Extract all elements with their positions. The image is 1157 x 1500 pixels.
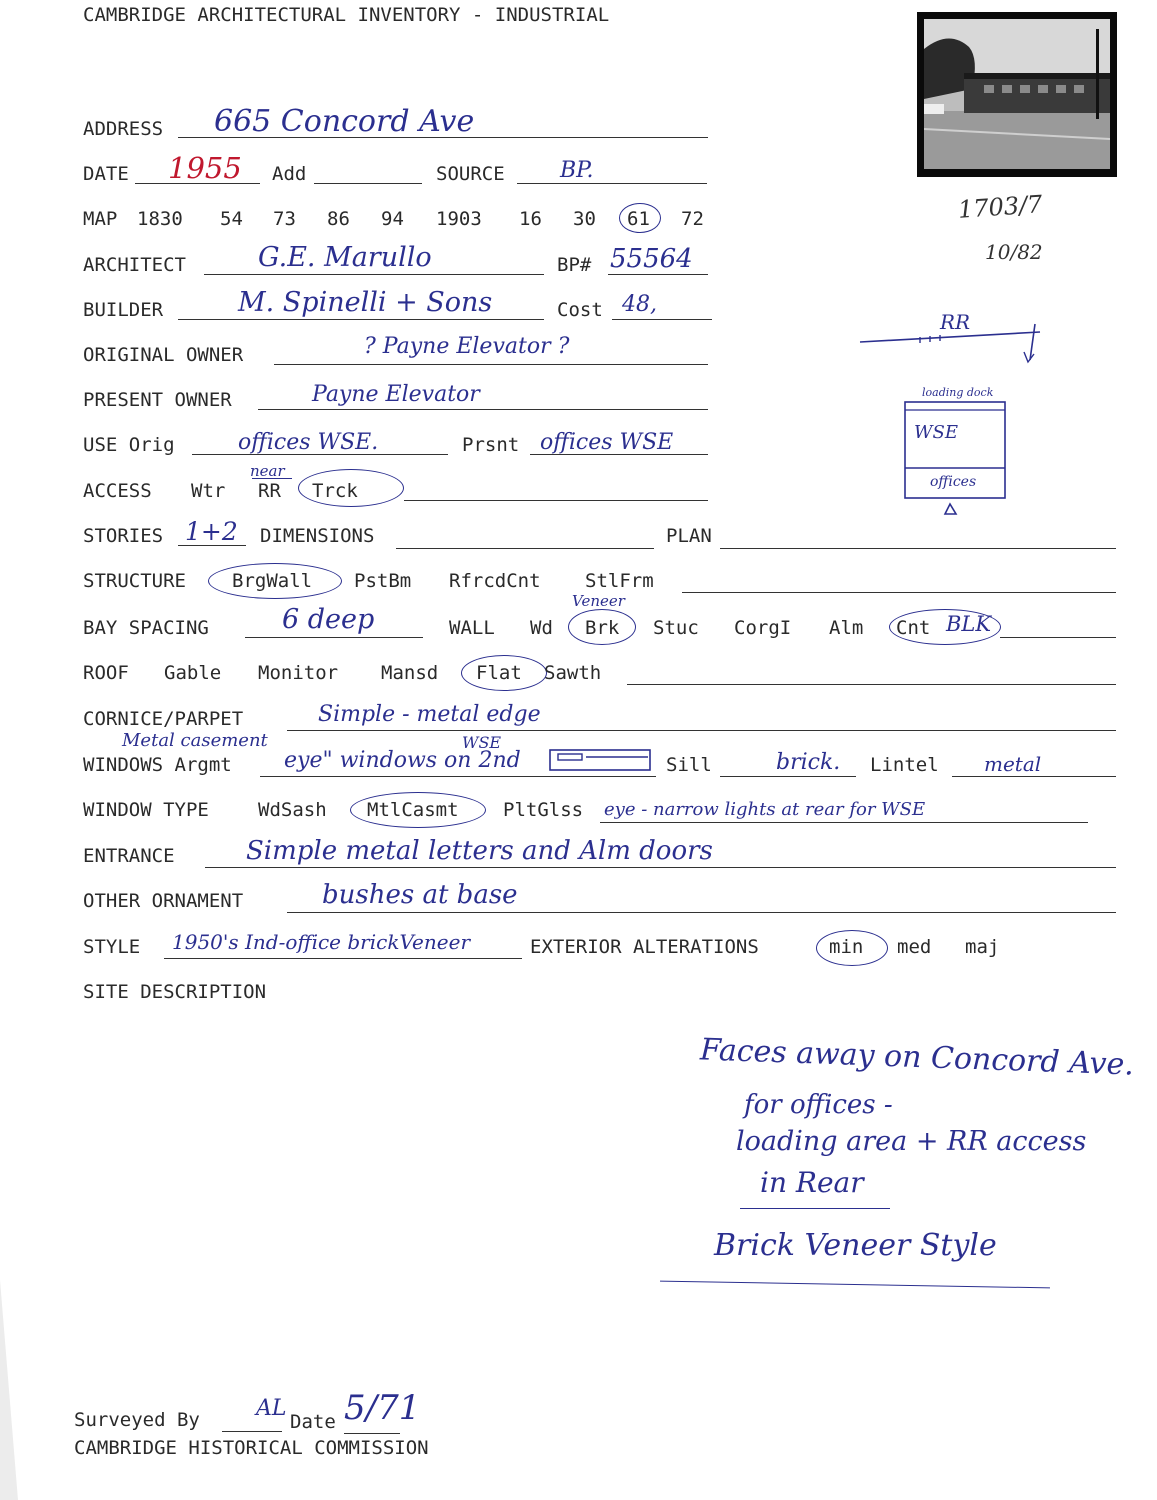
map-year: 94: [381, 208, 404, 230]
stories-label: STORIES: [83, 525, 164, 547]
site-note-underline: [740, 1208, 890, 1209]
plan-label: PLAN: [666, 525, 712, 547]
present-owner-value: Payne Elevator: [312, 382, 480, 407]
alteration-maj: maj: [965, 936, 1000, 958]
roof-flat-circle: [461, 655, 547, 691]
stories-value: 1+2: [185, 517, 238, 546]
lintel-line: [952, 776, 1116, 777]
bp-label: BP#: [557, 254, 592, 276]
source-value: BP.: [560, 158, 594, 183]
cornice-line: [287, 730, 1116, 731]
map-label: MAP: [83, 208, 118, 230]
wall-label: WALL: [449, 617, 495, 639]
map-year: 54: [220, 208, 243, 230]
photo-ref: 1703/7: [957, 190, 1044, 224]
other-ornament-label: OTHER ORNAMENT: [83, 890, 244, 912]
site-sketch: [850, 310, 1050, 520]
access-wtr: Wtr: [191, 480, 226, 502]
structure-brgwall: BrgWall: [232, 570, 313, 592]
structure-circle: [208, 563, 342, 599]
builder-label: BUILDER: [83, 299, 164, 321]
use-orig-label: USE Orig: [83, 434, 175, 456]
surveyed-by-label: Surveyed By: [74, 1409, 200, 1431]
wall-wd: Wd: [530, 617, 553, 639]
address-label: ADDRESS: [83, 118, 164, 140]
roof-sawth: Sawth: [544, 662, 602, 684]
bay-spacing-label: BAY SPACING: [83, 617, 209, 639]
structure-label: STRUCTURE: [83, 570, 186, 592]
wall-line: [1000, 637, 1116, 638]
add-line: [314, 183, 422, 184]
source-label: SOURCE: [436, 163, 505, 185]
survey-date-value: 5/71: [344, 1388, 421, 1428]
use-orig-value: offices WSE.: [238, 430, 379, 455]
builder-value: M. Spinelli + Sons: [238, 287, 493, 318]
bay-spacing-value: 6 deep: [282, 604, 375, 635]
original-owner-value: ? Payne Elevator ?: [364, 334, 570, 359]
architect-label: ARCHITECT: [83, 254, 186, 276]
map-year: 1830: [137, 208, 183, 230]
sill-label: Sill: [666, 754, 712, 776]
access-label: ACCESS: [83, 480, 152, 502]
window-type-label: WINDOW TYPE: [83, 799, 209, 821]
window-type-pltglss: PltGlss: [503, 799, 584, 821]
wall-brk: Brk: [585, 617, 620, 639]
sill-value: brick.: [776, 750, 841, 775]
form-title: CAMBRIDGE ARCHITECTURAL INVENTORY - INDUSTRIAL: [83, 4, 610, 26]
site-note: for offices -: [744, 1090, 893, 1120]
wall-note: Veneer: [572, 592, 625, 610]
alteration-med: med: [897, 936, 932, 958]
add-label: Add: [272, 163, 307, 185]
entrance-value: Simple metal letters and Alm doors: [246, 836, 713, 866]
wall-cnt-value: BLK: [946, 612, 992, 636]
wall-stuc: Stuc: [653, 617, 699, 639]
windows-note: Metal casement: [122, 730, 268, 751]
roof-flat: Flat: [476, 662, 522, 684]
wall-cnt-circle: [889, 609, 1001, 645]
map-year-circle: [619, 203, 661, 233]
structure-line: [682, 592, 1116, 593]
sketch-rr: RR: [940, 310, 971, 334]
sill-line: [720, 776, 856, 777]
structure-stlfrm: StlFrm: [585, 570, 654, 592]
map-year: 16: [519, 208, 542, 230]
commission-label: CAMBRIDGE HISTORICAL COMMISSION: [74, 1437, 429, 1459]
map-year: 86: [327, 208, 350, 230]
sketch-wse: WSE: [914, 422, 958, 443]
architect-line: [204, 274, 544, 275]
bay-spacing-line: [245, 637, 423, 638]
cost-label: Cost: [557, 299, 603, 321]
access-line: [404, 500, 708, 501]
sketch-loading: loading dock: [922, 386, 994, 399]
structure-rfrcdcnt: RfrcdCnt: [449, 570, 541, 592]
entrance-label: ENTRANCE: [83, 845, 175, 867]
builder-line: [178, 319, 544, 320]
address-value: 665 Concord Ave: [214, 104, 475, 139]
access-trck-circle: [298, 469, 404, 507]
sketch-offices: offices: [930, 474, 977, 490]
window-sketch: [548, 744, 654, 778]
access-rr: RR: [258, 480, 281, 502]
site-note-rule: [660, 1281, 1050, 1289]
style-value: 1950's Ind-office brickVeneer: [172, 930, 470, 954]
window-type-mtlcasmt: MtlCasmt: [367, 799, 459, 821]
present-owner-line: [258, 409, 708, 410]
windows-argmt: eye" windows on 2nd: [284, 748, 521, 773]
cornice-value: Simple - metal edge: [318, 702, 541, 727]
plan-line: [720, 548, 1116, 549]
date-value: 1955: [168, 151, 242, 185]
architect-value: G.E. Marullo: [258, 242, 432, 273]
map-year: 61: [627, 208, 650, 230]
roof-mansd: Mansd: [381, 662, 439, 684]
alteration-min: min: [829, 936, 864, 958]
cost-line: [612, 319, 712, 320]
use-prsnt-value: offices WSE: [540, 430, 674, 455]
site-note: Brick Veneer Style: [714, 1228, 997, 1263]
survey-date-line: [344, 1433, 400, 1434]
surveyor-value: AL: [256, 1396, 287, 1421]
wall-cnt: Cnt: [896, 617, 931, 639]
entrance-line: [205, 867, 1116, 868]
site-note: loading area + RR access: [736, 1126, 1087, 1157]
window-type-line: [600, 822, 1088, 823]
source-line: [517, 183, 707, 184]
roof-line: [627, 684, 1116, 685]
surveyed-by-line: [222, 1431, 282, 1432]
survey-date-label: Date: [290, 1411, 336, 1433]
roof-label: ROOF: [83, 662, 129, 684]
window-type-wdsash: WdSash: [258, 799, 327, 821]
bp-value: 55564: [610, 244, 693, 274]
access-note: near: [250, 462, 285, 480]
roof-gable: Gable: [164, 662, 222, 684]
window-type-circle: [350, 792, 486, 828]
original-owner-label: ORIGINAL OWNER: [83, 344, 244, 366]
map-year: 73: [273, 208, 296, 230]
map-year: 72: [681, 208, 704, 230]
wall-brk-circle: [568, 609, 636, 645]
building-photo: [917, 12, 1117, 177]
present-owner-label: PRESENT OWNER: [83, 389, 232, 411]
access-trck: Trck: [312, 480, 358, 502]
lintel-value: metal: [984, 752, 1042, 776]
paper-edge: [0, 1280, 18, 1500]
date-label: DATE: [83, 163, 129, 185]
structure-pstbm: PstBm: [354, 570, 412, 592]
cost-value: 48,: [622, 292, 657, 317]
original-owner-line: [274, 364, 708, 365]
map-year: 1903: [436, 208, 482, 230]
exterior-alterations-label: EXTERIOR ALTERATIONS: [530, 936, 759, 958]
dimensions-line: [396, 548, 654, 549]
window-type-value: eye - narrow lights at rear for WSE: [604, 799, 926, 820]
photo-date: 10/82: [985, 240, 1043, 264]
wall-corgi: CorgI: [734, 617, 792, 639]
map-year: 30: [573, 208, 596, 230]
style-line: [164, 958, 522, 959]
windows-label: WINDOWS Argmt: [83, 754, 232, 776]
windows-wse: WSE: [462, 733, 502, 752]
use-prsnt-label: Prsnt: [462, 434, 520, 456]
other-ornament-value: bushes at base: [322, 880, 518, 910]
style-label: STYLE: [83, 936, 141, 958]
alteration-min-circle: [816, 930, 888, 966]
dimensions-label: DIMENSIONS: [260, 525, 375, 547]
cornice-label: CORNICE/PARPET: [83, 708, 244, 730]
wall-alm: Alm: [829, 617, 864, 639]
other-ornament-line: [287, 912, 1116, 913]
lintel-label: Lintel: [870, 754, 939, 776]
site-note: Faces away on Concord Ave.: [699, 1032, 1135, 1083]
site-description-label: SITE DESCRIPTION: [83, 981, 267, 1003]
site-note: in Rear: [760, 1166, 864, 1199]
bp-line: [608, 274, 708, 275]
roof-monitor: Monitor: [258, 662, 339, 684]
